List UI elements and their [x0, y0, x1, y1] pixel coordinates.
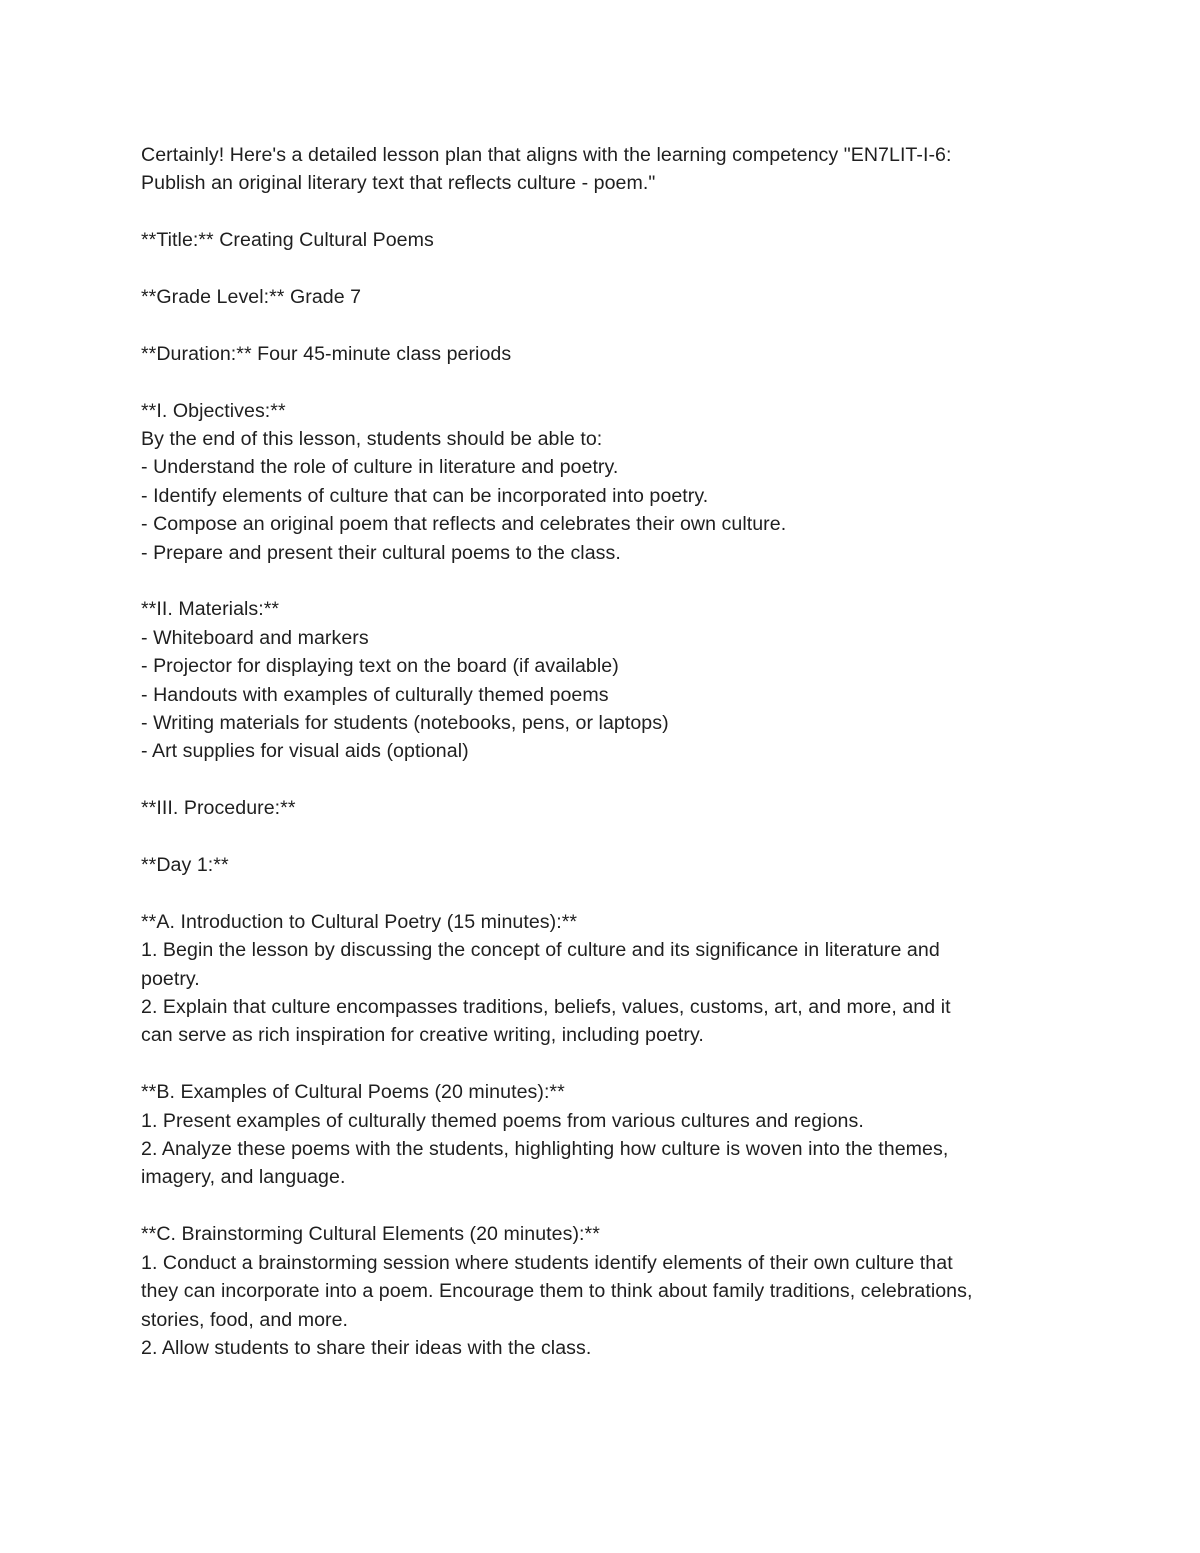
materials-heading: **II. Materials:** [141, 598, 280, 621]
spacer [141, 311, 1071, 339]
section-c-line: 1. Conduct a brainstorming session where students identify elements of their own culture that [141, 1251, 953, 1274]
materials-item: - Art supplies for visual aids (optional) [141, 740, 469, 763]
objectives-intro: By the end of this lesson, students should be able to: [141, 428, 603, 450]
duration-line: **Duration:** Four 45-minute class periods [141, 342, 512, 365]
intro-line-2: Publish an original literary text that reflects culture - poem." [141, 172, 656, 195]
section-b-heading: **B. Examples of Cultural Poems (20 minutes):** [141, 1081, 565, 1104]
objectives-item: - Understand the role of culture in literature and poetry. [141, 456, 619, 479]
spacer [141, 1050, 1071, 1078]
spacer [141, 368, 1071, 396]
grade-level-line: **Grade Level:** Grade 7 [141, 286, 362, 308]
section-a-line: poetry. [141, 967, 200, 990]
section-c-line: they can incorporate into a poem. Encourage them to think about family traditions, celebrations, [141, 1280, 973, 1303]
intro-line-1: Certainly! Here's a detailed lesson plan that aligns with the learning competency "EN7LIT-I-6: [141, 144, 952, 166]
procedure-heading: **III. Procedure:** [141, 797, 296, 820]
section-c-line: stories, food, and more. [141, 1308, 349, 1331]
section-b-line: imagery, and language. [141, 1166, 346, 1189]
document-body [141, 141, 1071, 1362]
title-line: **Title:** Creating Cultural Poems [141, 229, 434, 252]
objectives-item: - Compose an original poem that reflects and celebrates their own culture. [141, 513, 787, 536]
spacer [141, 823, 1071, 851]
spacer [141, 879, 1071, 907]
objectives-heading: **I. Objectives:** [141, 399, 286, 422]
spacer [141, 766, 1071, 794]
spacer [141, 1192, 1071, 1220]
section-c-line: 2. Allow students to share their ideas with the class. [141, 1336, 592, 1359]
section-b-line: 1. Present examples of culturally themed poems from various cultures and regions. [141, 1109, 864, 1132]
materials-item: - Whiteboard and markers [141, 626, 369, 649]
section-c-heading: **C. Brainstorming Cultural Elements (20 minutes):** [141, 1223, 600, 1246]
materials-item: - Handouts with examples of culturally themed poems [141, 683, 609, 706]
spacer [141, 567, 1071, 595]
section-a-line: can serve as rich inspiration for creative writing, including poetry. [141, 1024, 704, 1047]
day1-heading: **Day 1:** [141, 854, 229, 877]
section-a-line: 2. Explain that culture encompasses traditions, beliefs, values, customs, art, and more, and it [141, 996, 951, 1019]
spacer [141, 198, 1071, 226]
spacer [141, 255, 1071, 283]
materials-item: - Writing materials for students (notebooks, pens, or laptops) [141, 712, 669, 735]
materials-item: - Projector for displaying text on the board (if available) [141, 655, 619, 678]
objectives-item: - Prepare and present their cultural poems to the class. [141, 541, 621, 564]
section-b-line: 2. Analyze these poems with the students, highlighting how culture is woven into the themes, [141, 1138, 949, 1161]
section-a-line: 1. Begin the lesson by discussing the concept of culture and its significance in literature and [141, 939, 940, 962]
objectives-item: - Identify elements of culture that can be incorporated into poetry. [141, 484, 709, 507]
section-a-heading: **A. Introduction to Cultural Poetry (15 minutes):** [141, 910, 578, 933]
